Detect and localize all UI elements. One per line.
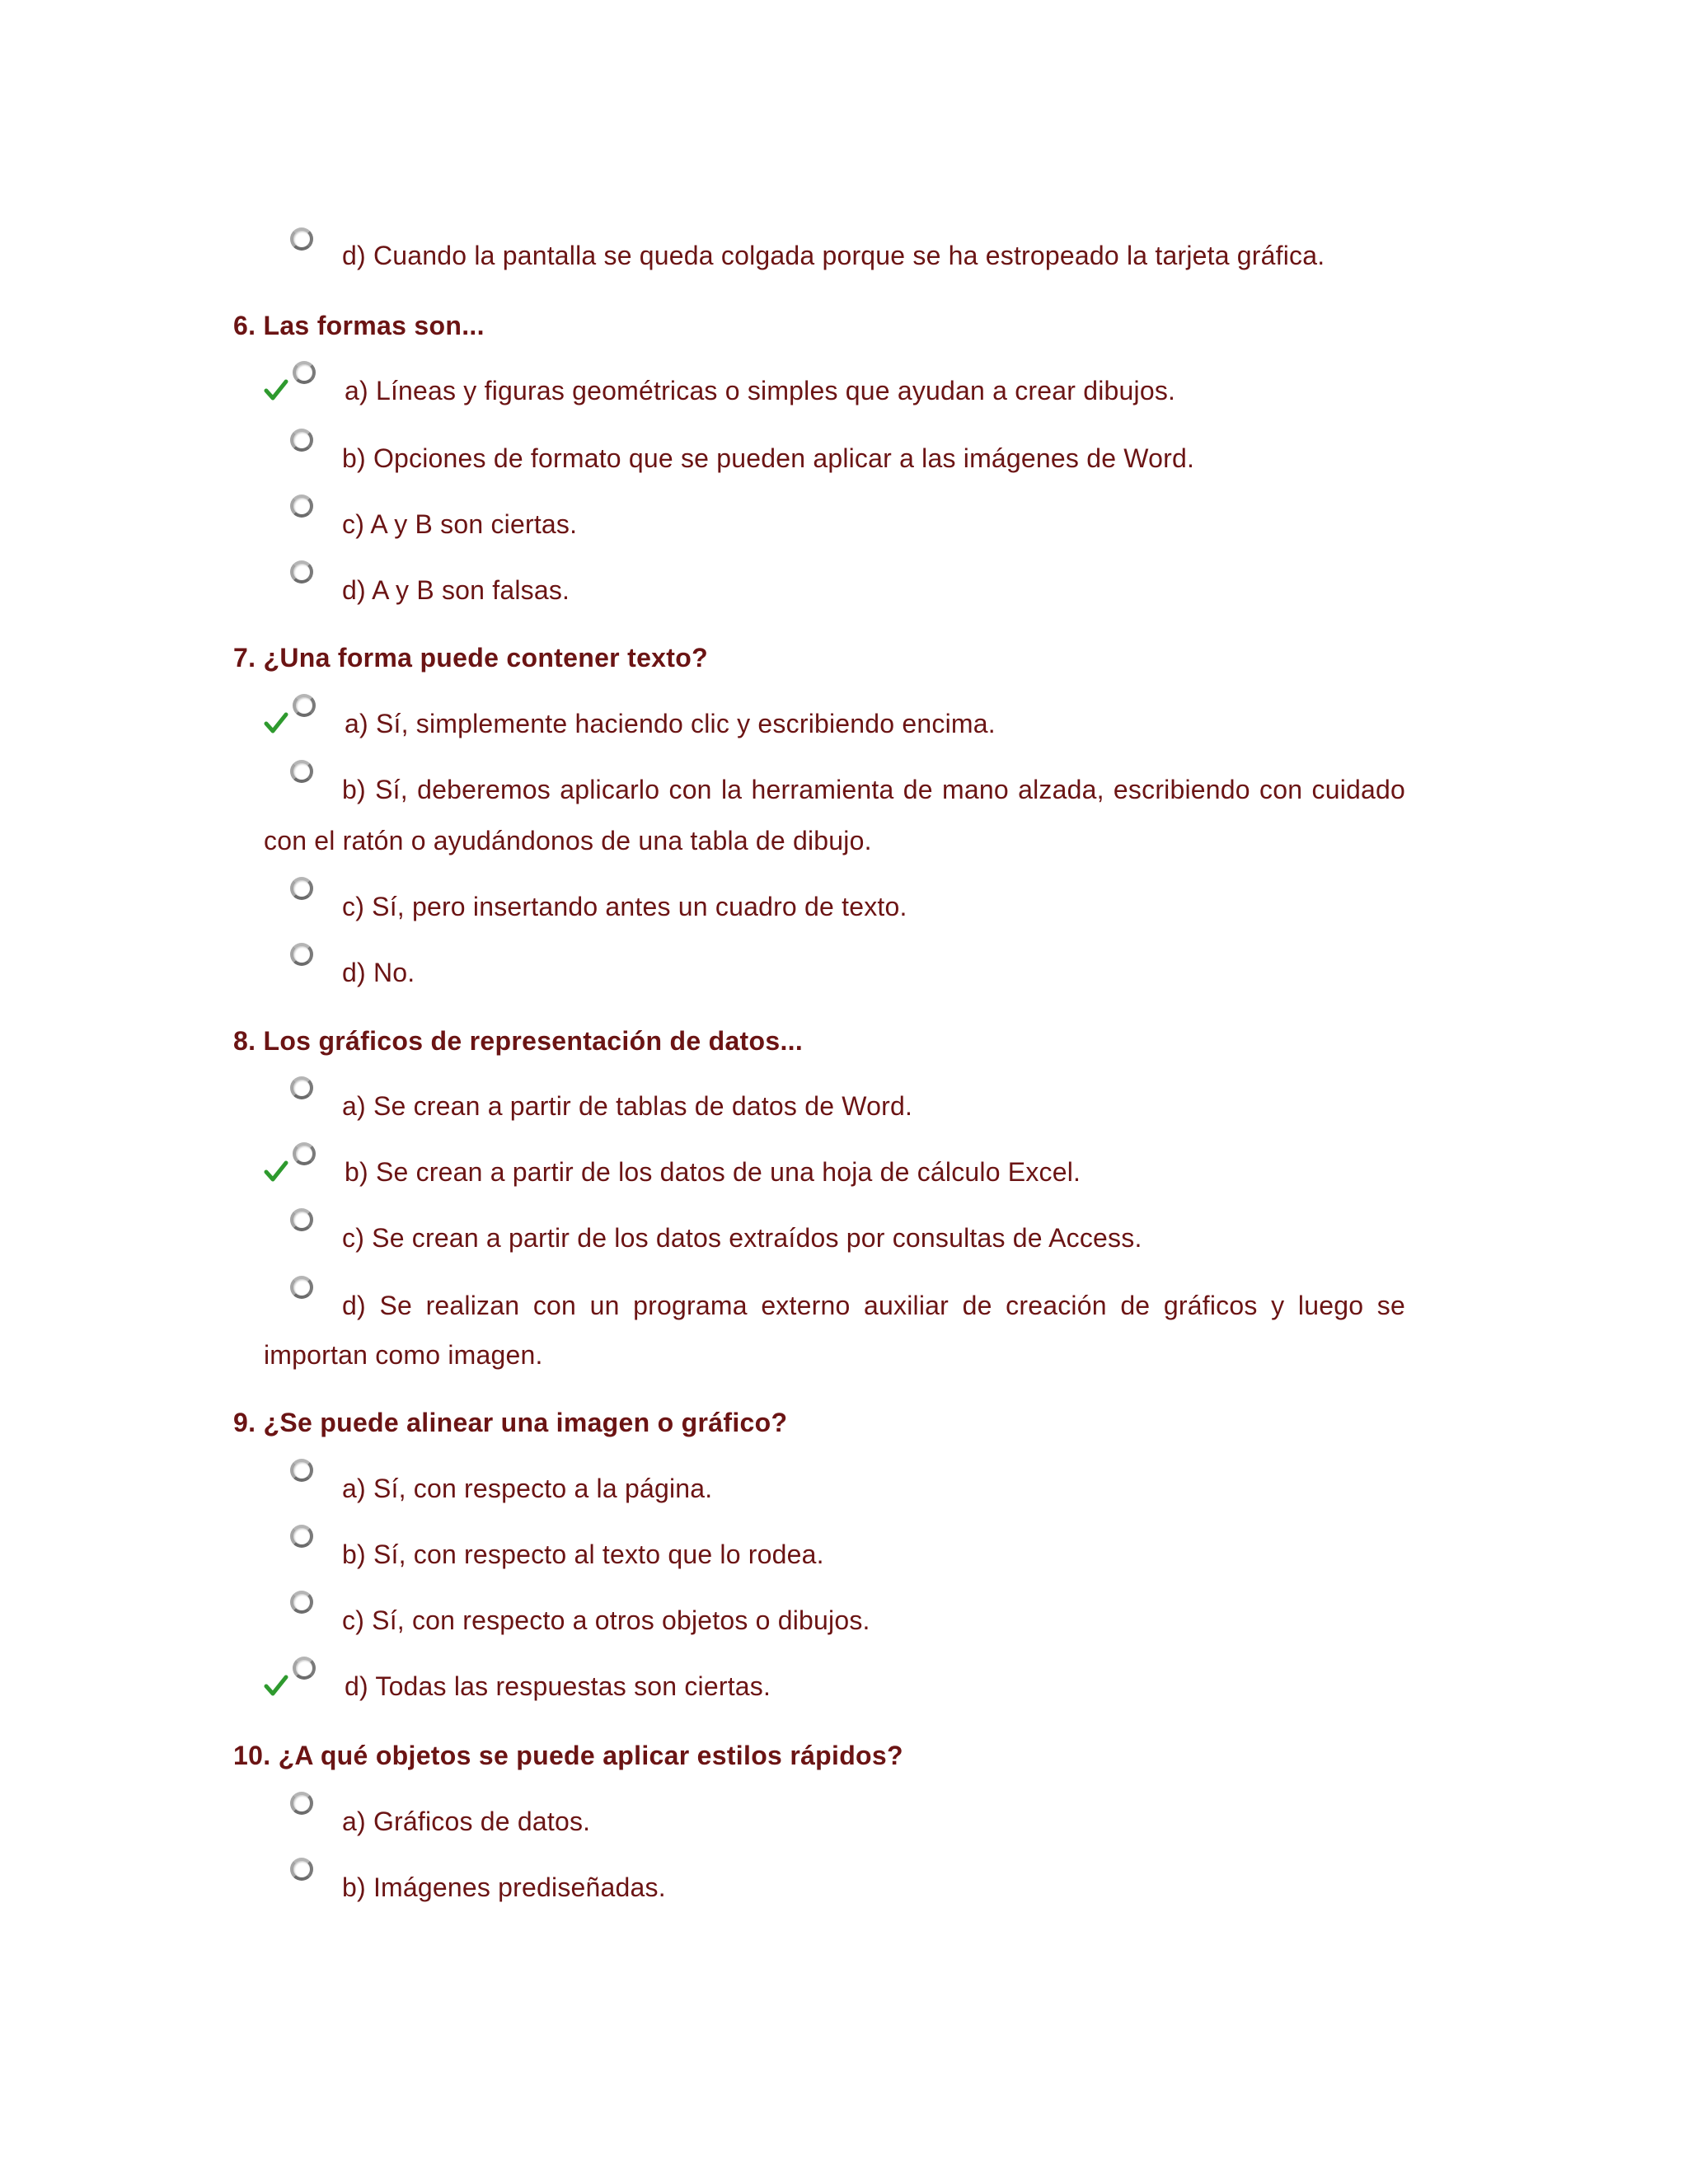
option-text: a) Se crean a partir de tablas de datos de Word.	[342, 1091, 913, 1121]
option-q9-b[interactable]	[0, 1518, 1688, 1584]
question-title-7: 7. ¿Una forma puede contener texto?	[233, 643, 708, 673]
radio-button-icon[interactable]	[290, 494, 313, 518]
radio-button-icon[interactable]	[290, 1076, 313, 1099]
option-text: d) Se realizan con un programa externo auxiliar de creación de gráficos y luego se	[342, 1291, 1405, 1320]
option-q9-a[interactable]	[0, 1452, 1688, 1518]
radio-button-icon[interactable]	[290, 1792, 313, 1815]
option-q6-a[interactable]	[0, 354, 1688, 420]
radio-button-icon[interactable]	[290, 429, 313, 452]
option-text: d) Cuando la pantalla se queda colgada porque se ha estropeado la tarjeta gráfica.	[342, 241, 1325, 270]
question-title-10: 10. ¿A qué objetos se puede aplicar estilos rápidos?	[233, 1741, 903, 1770]
radio-button-icon[interactable]	[290, 1525, 313, 1548]
option-text: c) Sí, con respecto a otros objetos o dibujos.	[342, 1605, 870, 1635]
option-text: a) Sí, con respecto a la página.	[342, 1474, 713, 1503]
option-text-continuation: importan como imagen.	[264, 1340, 543, 1370]
question-title-6: 6. Las formas son...	[233, 311, 485, 340]
question-title-9: 9. ¿Se puede alinear una imagen o gráfico?	[233, 1408, 788, 1437]
radio-button-icon[interactable]	[290, 1459, 313, 1482]
radio-button-icon[interactable]	[290, 877, 313, 900]
option-text: b) Sí, deberemos aplicarlo con la herramienta de mano alzada, escribiendo con cuidado	[342, 775, 1405, 804]
option-q10-a[interactable]	[0, 1785, 1688, 1851]
option-q6-d[interactable]	[0, 554, 1688, 620]
green-check-icon	[264, 377, 288, 402]
option-text: b) Se crean a partir de los datos de una hoja de cálculo Excel.	[345, 1157, 1081, 1187]
radio-button-icon[interactable]	[293, 1657, 316, 1680]
radio-button-icon[interactable]	[290, 1208, 313, 1231]
option-q8-b[interactable]	[0, 1136, 1688, 1202]
radio-button-icon[interactable]	[293, 1142, 316, 1165]
option-text: a) Gráficos de datos.	[342, 1807, 591, 1836]
option-text: b) Opciones de formato que se pueden aplicar a las imágenes de Word.	[342, 443, 1195, 473]
option-text-continuation: con el ratón o ayudándonos de una tabla de dibujo.	[264, 826, 872, 855]
option-q6-b[interactable]	[0, 422, 1688, 488]
option-q7-a[interactable]	[0, 687, 1688, 753]
radio-button-icon[interactable]	[290, 1591, 313, 1614]
option-text: b) Imágenes prediseñadas.	[342, 1872, 666, 1902]
option-q8-d[interactable]	[0, 1269, 1688, 1385]
green-check-icon	[264, 710, 288, 735]
option-q7-d[interactable]	[0, 936, 1688, 1002]
option-q7-c[interactable]	[0, 870, 1688, 936]
question-title-8: 8. Los gráficos de representación de datos...	[233, 1026, 804, 1056]
option-text: c) Sí, pero insertando antes un cuadro de texto.	[342, 892, 907, 921]
option-q10-b[interactable]	[0, 1851, 1688, 1917]
option-text: c) A y B son ciertas.	[342, 509, 578, 539]
option-text: a) Líneas y figuras geométricas o simples que ayudan a crear dibujos.	[345, 376, 1176, 405]
option-q9-d[interactable]	[0, 1650, 1688, 1716]
green-check-icon	[264, 1673, 288, 1698]
radio-button-icon[interactable]	[293, 694, 316, 717]
option-q9-c[interactable]	[0, 1584, 1688, 1650]
green-check-icon	[264, 1159, 288, 1183]
radio-button-icon[interactable]	[290, 1276, 313, 1299]
radio-button-icon[interactable]	[290, 560, 313, 583]
option-text: d) Todas las respuestas son ciertas.	[345, 1671, 771, 1701]
option-text: c) Se crean a partir de los datos extraídos por consultas de Access.	[342, 1223, 1142, 1253]
option-q8-c[interactable]	[0, 1202, 1688, 1268]
option-q6-c[interactable]	[0, 488, 1688, 554]
option-q7-b[interactable]	[0, 753, 1688, 869]
option-text: d) A y B son falsas.	[342, 575, 570, 605]
radio-button-icon[interactable]	[293, 361, 316, 384]
radio-button-icon[interactable]	[290, 943, 313, 966]
option-q8-a[interactable]	[0, 1070, 1688, 1136]
option-q5-d[interactable]	[0, 221, 1688, 287]
radio-button-icon[interactable]	[290, 760, 313, 783]
option-text: d) No.	[342, 958, 415, 987]
option-text: a) Sí, simplemente haciendo clic y escribiendo encima.	[345, 709, 996, 738]
radio-button-icon[interactable]	[290, 227, 313, 251]
radio-button-icon[interactable]	[290, 1858, 313, 1881]
option-text: b) Sí, con respecto al texto que lo rodea.	[342, 1540, 824, 1569]
